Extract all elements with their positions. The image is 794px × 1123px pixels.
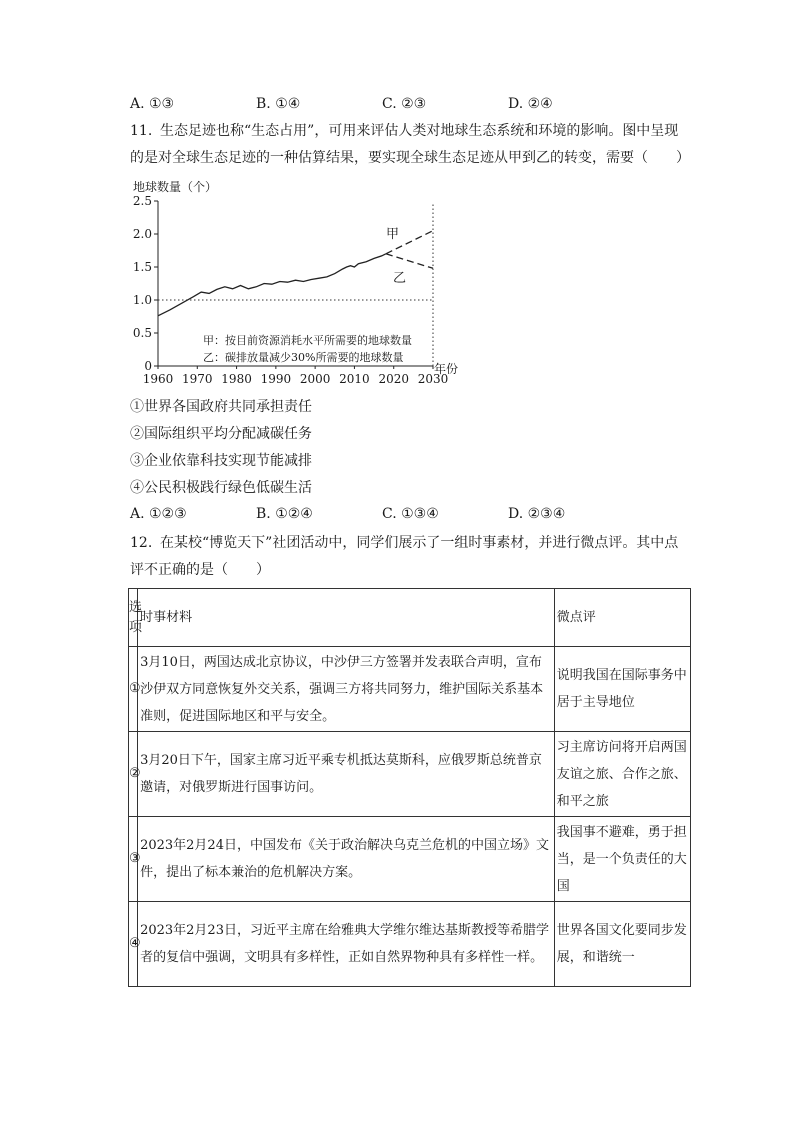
- table-row: [129, 732, 691, 817]
- series-yi: [386, 254, 433, 268]
- q11-statement-1: ①世界各国政府共同承担责任: [130, 399, 312, 415]
- q11-text: 生态足迹也称“生态占用”，可用来评估人类对地球生态系统和环境的影响。图中呈现的是对全球生态足迹的一种估算结果，要实现全球生态足迹从甲到乙的转变，需要（ ）: [130, 123, 690, 166]
- q10-option-b: B. ①④: [256, 96, 301, 112]
- q10-option-a: A. ①③: [130, 96, 175, 112]
- y-ticks: [133, 194, 158, 373]
- table-row: [129, 902, 691, 987]
- y-tick-label: 2.0: [132, 227, 152, 241]
- q10-option-c: C. ②③: [382, 96, 427, 112]
- y-tick-label: 1.5: [132, 260, 152, 274]
- news-table: [128, 588, 691, 987]
- chart-ylabel: 地球数量（个）: [133, 180, 218, 194]
- row-option-number: ①: [129, 647, 138, 732]
- x-tick-label: 2030: [417, 372, 449, 386]
- q11-statement-3: ③企业依靠科技实现节能减排: [130, 453, 312, 469]
- y-tick-label: 1.0: [132, 293, 152, 307]
- row-material: 2023年2月23日，习近平主席在给雅典大学维尔维达基斯教授等希腊学者的复信中强调，文明具有多样性，正如自然界物种具有多样性一样。: [138, 902, 555, 987]
- row-material: 3月10日，两国达成北京协议，中沙伊三方签署并发表联合声明，宣布沙伊双方同意恢复外交关系，强调三方将共同努力，维护国际关系基本准则，促进国际地区和平与安全。: [138, 647, 555, 732]
- row-comment: 世界各国文化要同步发展，和谐统一: [554, 902, 690, 987]
- row-comment: 说明我国在国际事务中居于主导地位: [554, 647, 690, 732]
- x-tick-label: 1980: [221, 372, 252, 386]
- y-tick-label: 0.5: [132, 326, 152, 340]
- q11-option-d: D. ②③④: [508, 506, 566, 522]
- x-ticks: [143, 366, 449, 386]
- x-tick-label: 2020: [378, 372, 409, 386]
- row-option-number: ④: [129, 902, 138, 987]
- q11-question: [130, 118, 690, 172]
- curve-label-jia: 甲: [386, 227, 400, 242]
- row-material: 2023年2月24日，中国发布《关于政治解决乌克兰危机的中国立场》文件，提出了标本兼治的危机解决方案。: [138, 817, 555, 902]
- header-comment: 微点评: [554, 589, 690, 647]
- curve-label-yi: 乙: [393, 271, 407, 286]
- q12-text: 在某校“博览天下”社团活动中，同学们展示了一组时事素材，并进行微点评。其中点评不正确的是（ ）: [130, 535, 679, 578]
- row-material: 3月20日下午，国家主席习近平乘专机抵达莫斯科，应俄罗斯总统普京邀请，对俄罗斯进行国事访问。: [138, 732, 555, 817]
- x-tick-label: 1990: [260, 372, 292, 386]
- x-tick-label: 1960: [142, 372, 174, 386]
- ecological-footprint-chart: [128, 176, 468, 391]
- q11-number: 11.: [130, 123, 153, 139]
- row-comment: 我国事不避难，勇于担当，是一个负责任的大国: [554, 817, 690, 902]
- x-tick-label: 1970: [182, 372, 213, 386]
- table-row: [129, 817, 691, 902]
- row-option-number: ②: [129, 732, 138, 817]
- legend-yi: 乙：碳排放量减少30%所需要的地球数量: [203, 351, 404, 364]
- q11-statement-4: ④公民积极践行绿色低碳生活: [130, 480, 312, 496]
- header-option: 选项: [129, 589, 138, 647]
- y-tick-label: 0: [144, 359, 152, 373]
- q11-option-a: A. ①②③: [130, 506, 187, 522]
- x-tick-label: 2010: [339, 372, 370, 386]
- table-header-row: [129, 589, 691, 647]
- q11-statement-2: ②国际组织平均分配减碳任务: [130, 426, 312, 442]
- row-option-number: ③: [129, 817, 138, 902]
- x-tick-label: 2000: [299, 372, 331, 386]
- header-material: 时事材料: [138, 589, 555, 647]
- q11-option-b: B. ①②④: [256, 506, 313, 522]
- series-historical: [158, 254, 386, 316]
- q11-option-c: C. ①③④: [382, 506, 439, 522]
- q12-number: 12.: [130, 535, 153, 551]
- legend-jia: 甲：按目前资源消耗水平所需要的地球数量: [203, 334, 412, 347]
- table-row: [129, 647, 691, 732]
- row-comment: 习主席访问将开启两国友谊之旅、合作之旅、和平之旅: [554, 732, 690, 817]
- chart-xlabel: 年份: [434, 362, 459, 376]
- q10-option-d: D. ②④: [508, 96, 553, 112]
- y-tick-label: 2.5: [132, 194, 152, 208]
- q12-question: [130, 530, 690, 584]
